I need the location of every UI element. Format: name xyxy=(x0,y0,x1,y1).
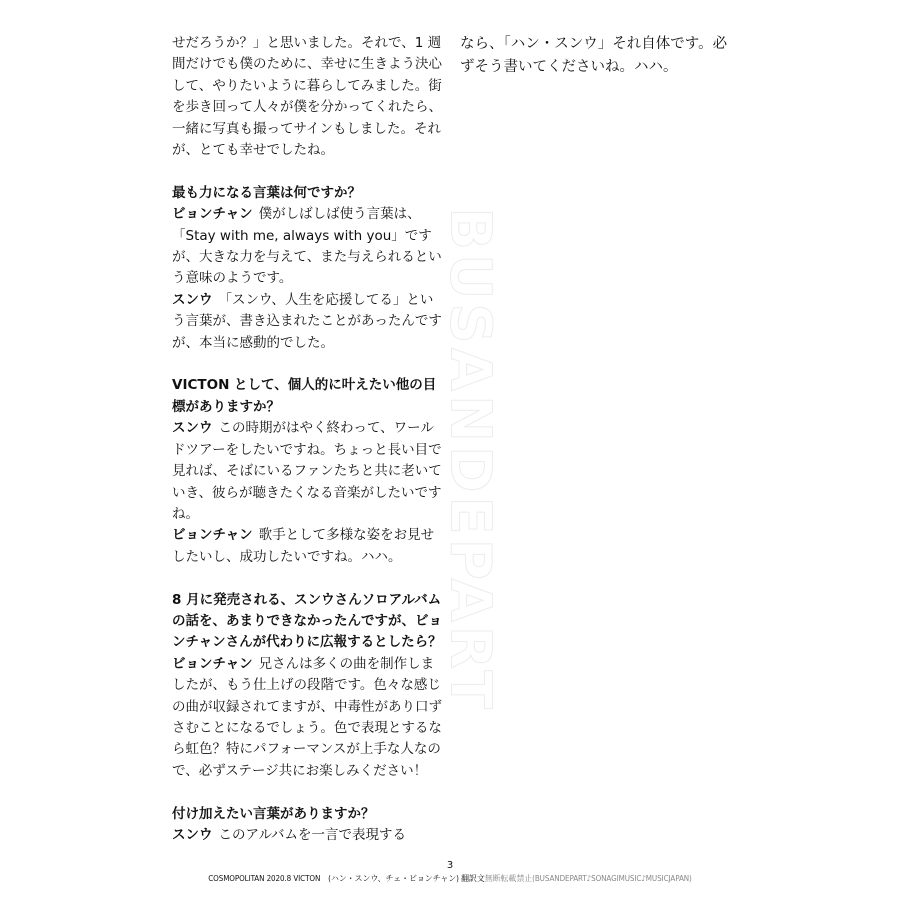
answer: ビョンチャン 歌手として多様な姿をお見せしたいし、成功したいですね。ハハ。 xyxy=(172,527,435,565)
footer-copyright: 無断転載禁止(BUSANDEPART♪SONAGIMUSIC♪MUSICJAPAN) xyxy=(484,874,692,883)
question: 付け加えたい言葉がありますか？ xyxy=(172,805,375,822)
paragraph: せだろうか？」と思いました。それで、1 週間だけでも僕のために、幸せに生きよう決心して、やりたいように暮らしてみました。街を歩き回って人々が僕を分かってくれたら、一緒に写真も撮ってサインもしました。それが、とても幸せでしたね。 xyxy=(172,35,442,159)
speaker-name: スンウ xyxy=(172,420,213,437)
speaker-name: スンウ xyxy=(172,291,213,308)
answer: スンウ 「スンウ、人生を応援してる」という言葉が、書き込まれたことがあったんですが、本当に感動的でした。 xyxy=(172,291,442,351)
page-number: 3 xyxy=(446,860,454,871)
answer: スンウ このアルバムを一言で表現する xyxy=(172,826,407,843)
answer: スンウ この時期がはやく終わって、ワールドツアーをしたいですね。ちょっと長い目で見れば、そばにいるファンたちと共に老いていき、彼らが聴きたくなる音楽がしたいですね。 xyxy=(172,420,442,522)
watermark-text: BUSANDEPART xyxy=(437,207,503,713)
footer-source: COSMOPOLITAN 2020.8 VICTON (ハン・スンウ、チェ・ビョンチャン) 翻訳文 xyxy=(208,874,485,883)
question: 最も力になる言葉は何ですか？ xyxy=(172,184,361,201)
speaker-name: ビョンチャン xyxy=(172,655,253,672)
speaker-name: ビョンチャン xyxy=(172,527,253,544)
answer: ビョンチャン 僕がしばしば使う言葉は、「Stay with me, always with you」ですが、大きな力を与えて、また与えられるという意味のようです。 xyxy=(172,206,442,287)
paragraph: なら、「ハン・スンウ」それ自体です。必ずそう書いてくださいね。ハハ。 xyxy=(460,36,728,75)
answer: ビョンチャン 兄さんは多くの曲を制作しましたが、もう仕上げの段階です。色々な感じの曲が収録されてますが、中毒性があり口ずさむことになるでしょう。色で表現とするなら虹色？特にパフォーマンスが上手な人なので、必ずステージ共にお楽しみください！ xyxy=(172,655,442,779)
right-text-column xyxy=(460,33,740,79)
question: 8 月に発売される、スンウさんソロアルバムの話を、あまりできなかったんですが、ビョンチャンさんが代わりに広報するとしたら？ xyxy=(172,591,442,651)
left-text-column xyxy=(172,33,444,846)
speaker-name: ビョンチャン xyxy=(172,206,253,223)
question: VICTON として、個人的に叶えたい他の目標がありますか？ xyxy=(172,377,437,415)
speaker-name: スンウ xyxy=(172,826,213,843)
footer-credit xyxy=(190,874,710,884)
